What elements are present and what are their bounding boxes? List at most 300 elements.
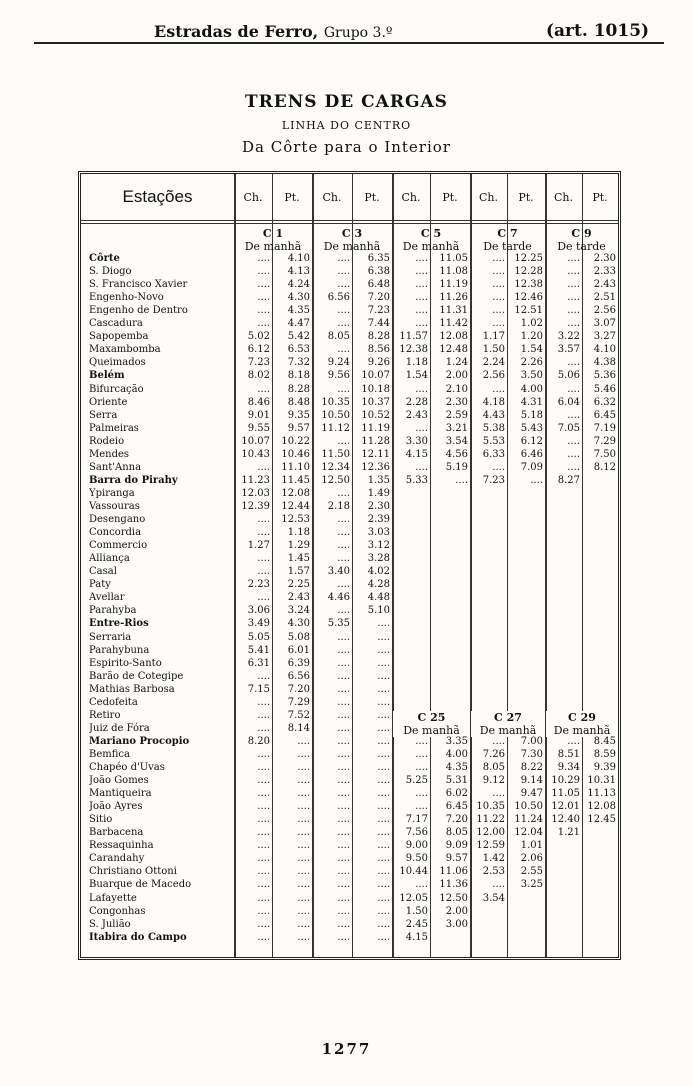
table-row	[85, 826, 620, 839]
time-cell: ....	[337, 722, 350, 734]
time-cell: ....	[337, 631, 350, 643]
time-cell: 12.48	[439, 344, 468, 356]
time-cell: ....	[337, 553, 350, 565]
time-cell: ....	[257, 853, 270, 865]
time-cell: 7.17	[405, 814, 428, 826]
time-cell: ....	[377, 657, 390, 669]
time-cell: 2.43	[405, 409, 428, 421]
table-row	[85, 526, 620, 539]
time-cell: ....	[377, 631, 390, 643]
time-cell: ....	[297, 801, 310, 813]
time-cell: 7.05	[557, 422, 580, 434]
station-name: Ressaquinha	[89, 840, 154, 852]
time-cell: 6.12	[247, 344, 270, 356]
time-cell: 3.49	[247, 618, 270, 630]
time-cell: 6.02	[445, 788, 468, 800]
time-cell: ....	[377, 931, 390, 943]
time-cell: ....	[377, 735, 390, 747]
station-name: Mendes	[89, 448, 130, 460]
time-cell: 12.36	[361, 461, 390, 473]
time-cell: ....	[257, 670, 270, 682]
station-name: Barbacena	[89, 827, 144, 839]
time-cell: ....	[297, 918, 310, 930]
time-cell: ....	[377, 827, 390, 839]
time-cell: 8.22	[520, 762, 543, 773]
time-cell: 9.34	[557, 762, 580, 773]
time-cell: ....	[257, 709, 270, 721]
time-cell: ....	[377, 696, 390, 708]
time-cell: 8.05	[327, 331, 350, 343]
station-name: Parahyba	[89, 605, 137, 617]
table-row	[85, 265, 620, 278]
time-cell: 11.28	[361, 435, 390, 447]
time-cell: ....	[257, 253, 270, 264]
time-cell: 12.51	[514, 305, 543, 317]
time-cell: 4.38	[593, 357, 616, 369]
time-cell: 2.24	[482, 357, 505, 369]
table-row	[85, 878, 620, 891]
time-cell: 2.23	[247, 579, 270, 591]
station-name: Cascadura	[89, 318, 143, 330]
time-cell: ....	[337, 318, 350, 330]
time-cell: 7.52	[287, 709, 310, 721]
time-cell: 9.57	[287, 422, 310, 434]
time-cell: ....	[257, 527, 270, 539]
time-cell: ....	[257, 931, 270, 943]
time-cell: 12.01	[551, 801, 580, 813]
time-cell: 12.04	[514, 827, 543, 839]
time-cell: 5.02	[247, 331, 270, 343]
time-cell: 11.13	[587, 788, 616, 800]
time-cell: 5.35	[327, 618, 350, 630]
time-cell: ....	[567, 292, 580, 304]
time-cell: ....	[567, 305, 580, 317]
time-cell: 1.01	[520, 840, 543, 852]
time-cell: 2.25	[287, 579, 310, 591]
time-cell: 5.33	[405, 474, 428, 486]
time-cell: 10.29	[551, 775, 580, 786]
time-cell: ....	[377, 618, 390, 630]
time-cell: 5.36	[593, 370, 616, 382]
time-cell: 3.03	[367, 527, 390, 539]
time-cell: ....	[297, 853, 310, 865]
time-cell: 6.12	[520, 435, 543, 447]
time-cell: ....	[297, 905, 310, 917]
station-name: Ypiranga	[89, 487, 135, 499]
time-cell: 11.08	[439, 266, 468, 277]
time-cell: 10.44	[399, 866, 428, 878]
time-cell: 8.02	[247, 370, 270, 382]
table-row	[85, 670, 620, 683]
column-header: Ch.	[479, 190, 498, 204]
time-cell: ....	[377, 853, 390, 865]
time-cell: 1.54	[520, 344, 543, 356]
time-cell: 11.57	[399, 331, 428, 343]
time-cell: 4.24	[287, 279, 310, 291]
table-row	[85, 787, 620, 800]
time-cell: 2.30	[593, 253, 616, 264]
time-cell: 1.27	[247, 540, 270, 552]
time-cell: ....	[297, 879, 310, 891]
timetable	[78, 171, 621, 960]
time-cell: 10.50	[321, 409, 350, 421]
time-cell: 7.30	[520, 748, 543, 760]
station-name: Entre-Rios	[89, 618, 149, 630]
time-cell: ....	[455, 474, 468, 486]
time-cell: 2.43	[593, 279, 616, 291]
time-cell: ....	[377, 670, 390, 682]
table-row	[85, 631, 620, 644]
time-cell: 5.43	[520, 422, 543, 434]
table-row	[85, 330, 620, 343]
station-name: Congonhas	[89, 905, 146, 917]
time-cell: 4.00	[520, 383, 543, 395]
time-cell: 8.51	[557, 748, 580, 760]
time-cell: 8.56	[367, 344, 390, 356]
time-cell: 1.24	[445, 357, 468, 369]
time-cell: 2.00	[445, 370, 468, 382]
time-cell: 2.53	[482, 866, 505, 878]
time-cell: ....	[415, 253, 428, 264]
time-cell: ....	[257, 383, 270, 395]
time-cell: ....	[415, 735, 428, 747]
time-cell: 11.42	[439, 318, 468, 330]
table-row	[85, 735, 620, 748]
time-cell: 2.30	[445, 396, 468, 408]
table-row	[85, 839, 620, 852]
time-cell: 6.32	[593, 396, 616, 408]
table-row	[85, 487, 620, 500]
time-cell: 2.10	[445, 383, 468, 395]
time-cell: 1.54	[405, 370, 428, 382]
time-cell: 11.06	[439, 866, 468, 878]
time-cell: 2.18	[327, 501, 350, 512]
time-cell: 1.18	[405, 357, 428, 369]
time-cell: 10.43	[241, 448, 270, 460]
time-cell: ....	[337, 905, 350, 917]
time-cell: 2.56	[482, 370, 505, 382]
time-cell: 7.15	[247, 683, 270, 695]
time-cell: 11.45	[281, 474, 310, 486]
time-cell: 7.29	[593, 435, 616, 447]
time-cell: 7.20	[445, 814, 468, 826]
time-cell: 2.43	[287, 592, 310, 604]
time-cell: ....	[492, 461, 505, 473]
station-name: Cedofeita	[89, 696, 138, 708]
time-cell: ....	[567, 357, 580, 369]
time-cell: 1.45	[287, 553, 310, 565]
time-cell: ....	[415, 318, 428, 330]
time-cell: ....	[337, 644, 350, 656]
table-row	[85, 565, 620, 578]
table-row	[85, 774, 620, 787]
page-title: TRENS DE CARGAS	[245, 92, 448, 112]
time-cell: 5.25	[405, 775, 428, 786]
time-cell: ....	[492, 305, 505, 317]
station-name: Barra do Pirahy	[89, 474, 178, 486]
time-cell: ....	[337, 892, 350, 904]
time-cell: 7.23	[482, 474, 505, 486]
time-cell: 4.48	[367, 592, 390, 604]
time-cell: ....	[492, 788, 505, 800]
time-cell: ....	[297, 748, 310, 760]
time-cell: ....	[337, 709, 350, 721]
time-cell: ....	[337, 657, 350, 669]
time-cell: ....	[337, 696, 350, 708]
time-cell: ....	[567, 461, 580, 473]
train-period: De manhã	[546, 724, 618, 737]
time-cell: ....	[337, 540, 350, 552]
time-cell: ....	[337, 383, 350, 395]
time-cell: 2.28	[405, 396, 428, 408]
time-cell: 1.57	[287, 566, 310, 578]
time-cell: 10.07	[361, 370, 390, 382]
train-id: C 7	[497, 227, 518, 240]
time-cell: 10.31	[587, 775, 616, 786]
time-cell: 7.29	[287, 696, 310, 708]
time-cell: 3.27	[593, 331, 616, 343]
time-cell: 5.08	[287, 631, 310, 643]
time-cell: ....	[337, 827, 350, 839]
direction-subtitle: Da Côrte para o Interior	[242, 138, 451, 156]
time-cell: 6.56	[287, 670, 310, 682]
time-cell: 7.20	[287, 683, 310, 695]
table-row	[85, 709, 620, 722]
time-cell: ....	[377, 905, 390, 917]
station-name: Christiano Ottoni	[89, 866, 177, 878]
time-cell: ....	[257, 840, 270, 852]
time-cell: 5.19	[445, 461, 468, 473]
time-cell: 10.50	[514, 801, 543, 813]
time-cell: 3.50	[520, 370, 543, 382]
time-cell: 9.55	[247, 422, 270, 434]
station-column-header: Estações	[122, 187, 193, 206]
time-cell: 2.26	[520, 357, 543, 369]
time-cell: ....	[257, 266, 270, 277]
time-cell: 7.09	[520, 461, 543, 473]
time-cell: 4.43	[482, 409, 505, 421]
station-name: Parahybuna	[89, 644, 150, 656]
table-row	[85, 513, 620, 526]
time-cell: 8.28	[367, 331, 390, 343]
time-cell: ....	[337, 814, 350, 826]
time-cell: 5.53	[482, 435, 505, 447]
column-header: Ch.	[243, 190, 263, 204]
time-cell: 7.56	[405, 827, 428, 839]
time-cell: 2.39	[367, 514, 390, 525]
time-cell: ....	[377, 892, 390, 904]
time-cell: 4.56	[445, 448, 468, 460]
time-cell: 3.00	[445, 918, 468, 930]
time-cell: 3.28	[367, 553, 390, 565]
time-cell: 4.35	[445, 762, 468, 773]
table-row	[85, 931, 620, 944]
station-name: Alliança	[89, 553, 130, 565]
table-row	[85, 422, 620, 435]
time-cell: 9.35	[287, 409, 310, 421]
time-cell: 6.35	[367, 253, 390, 264]
station-name: Vassouras	[89, 501, 140, 512]
time-cell: 12.44	[281, 501, 310, 512]
table-row	[85, 474, 620, 487]
time-cell: 4.46	[327, 592, 350, 604]
column-header: Pt.	[442, 190, 458, 204]
time-cell: ....	[567, 318, 580, 330]
time-cell: ....	[257, 827, 270, 839]
station-name: Juiz de Fóra	[89, 722, 150, 734]
station-name: Paty	[89, 579, 111, 591]
time-cell: 4.18	[482, 396, 505, 408]
time-cell: ....	[337, 801, 350, 813]
time-cell: 3.35	[445, 735, 468, 747]
column-header: Pt.	[284, 190, 300, 204]
train-id: C 27	[471, 711, 545, 724]
table-row	[85, 278, 620, 291]
time-cell: 12.38	[514, 279, 543, 291]
time-cell: ....	[297, 775, 310, 786]
time-cell: ....	[492, 279, 505, 291]
station-name: Palmeiras	[89, 422, 139, 434]
time-cell: ....	[415, 801, 428, 813]
time-cell: ....	[337, 735, 350, 747]
time-cell: 12.11	[361, 448, 390, 460]
page-number: 1277	[321, 1040, 372, 1058]
column-header: Pt.	[592, 190, 608, 204]
time-cell: 5.18	[520, 409, 543, 421]
time-cell: 5.05	[247, 631, 270, 643]
time-cell: 5.10	[367, 605, 390, 617]
table-row	[85, 343, 620, 356]
table-row	[85, 539, 620, 552]
station-name: Mantiqueira	[89, 788, 152, 800]
column-header: Ch.	[401, 190, 421, 204]
time-cell: ....	[377, 788, 390, 800]
time-cell: ....	[257, 305, 270, 317]
station-name: Maxambomba	[89, 344, 161, 356]
time-cell: 11.10	[281, 461, 310, 473]
station-name: Retiro	[89, 709, 121, 721]
time-cell: 6.46	[520, 448, 543, 460]
station-name: Serraria	[89, 631, 132, 643]
station-name: Chapéo d'Uvas	[89, 762, 165, 773]
time-cell: 5.41	[247, 644, 270, 656]
time-cell: 11.26	[439, 292, 468, 304]
time-cell: 2.45	[405, 918, 428, 930]
time-cell: 1.21	[557, 827, 580, 839]
time-cell: ....	[415, 788, 428, 800]
time-cell: ....	[337, 748, 350, 760]
time-cell: ....	[337, 579, 350, 591]
station-name: Lafayette	[89, 892, 137, 904]
time-cell: 2.59	[445, 409, 468, 421]
table-row	[85, 591, 620, 604]
time-cell: 3.25	[520, 879, 543, 891]
time-cell: 1.17	[482, 331, 505, 343]
time-cell: ....	[257, 905, 270, 917]
time-cell: ....	[297, 814, 310, 826]
time-cell: ....	[415, 305, 428, 317]
time-cell: 3.57	[557, 344, 580, 356]
header-rule	[81, 220, 618, 221]
header-rule-2	[81, 223, 618, 224]
time-cell: 1.35	[367, 474, 390, 486]
time-cell: 6.45	[445, 801, 468, 813]
time-cell: ....	[337, 253, 350, 264]
time-cell: 9.50	[405, 853, 428, 865]
time-cell: 3.22	[557, 331, 580, 343]
time-cell: ....	[297, 840, 310, 852]
time-cell: 12.25	[514, 253, 543, 264]
time-cell: ....	[297, 827, 310, 839]
time-cell: 5.46	[593, 383, 616, 395]
time-cell: 4.02	[367, 566, 390, 578]
time-cell: 11.23	[241, 474, 270, 486]
time-cell: 10.35	[476, 801, 505, 813]
table-row	[85, 252, 620, 265]
time-cell: ....	[492, 253, 505, 264]
time-cell: ....	[257, 318, 270, 330]
time-cell: ....	[567, 409, 580, 421]
time-cell: 4.13	[287, 266, 310, 277]
article-reference: (art. 1015)	[546, 21, 650, 41]
header-title	[154, 22, 393, 41]
time-cell: ....	[377, 722, 390, 734]
time-cell: ....	[377, 683, 390, 695]
train-period: De manhã	[471, 724, 545, 737]
time-cell: ....	[567, 266, 580, 277]
time-cell: 12.50	[439, 892, 468, 904]
time-cell: 1.49	[367, 487, 390, 499]
table-row	[85, 435, 620, 448]
time-cell: 5.42	[287, 331, 310, 343]
station-name: Concordia	[89, 527, 142, 539]
station-name: Barão de Cotegipe	[89, 670, 184, 682]
time-cell: 9.01	[247, 409, 270, 421]
time-cell: 5.38	[482, 422, 505, 434]
time-cell: 11.19	[361, 422, 390, 434]
time-cell: 9.12	[482, 775, 505, 786]
table-row	[85, 683, 620, 696]
time-cell: 7.00	[520, 735, 543, 747]
time-cell: ....	[377, 762, 390, 773]
table-row	[85, 761, 620, 774]
time-cell: ....	[337, 514, 350, 525]
time-cell: ....	[297, 735, 310, 747]
train-period: De tarde	[557, 240, 606, 253]
table-row	[85, 461, 620, 474]
time-cell: ....	[337, 840, 350, 852]
time-cell: ....	[257, 722, 270, 734]
time-cell: ....	[377, 775, 390, 786]
train-period: De tarde	[483, 240, 532, 253]
time-cell: 12.03	[241, 487, 270, 499]
time-cell: ....	[377, 644, 390, 656]
table-row	[85, 304, 620, 317]
time-cell: ....	[415, 762, 428, 773]
station-name: Rodeio	[89, 435, 125, 447]
time-cell: 3.40	[327, 566, 350, 578]
station-name: Bemfica	[89, 748, 130, 760]
time-cell: ....	[337, 605, 350, 617]
time-cell: ....	[415, 422, 428, 434]
time-cell: 10.52	[361, 409, 390, 421]
time-cell: 11.05	[439, 253, 468, 264]
time-cell: 8.12	[593, 461, 616, 473]
time-cell: ....	[257, 892, 270, 904]
train-period: De manhã	[323, 240, 381, 253]
time-cell: 12.46	[514, 292, 543, 304]
time-cell: 7.44	[367, 318, 390, 330]
